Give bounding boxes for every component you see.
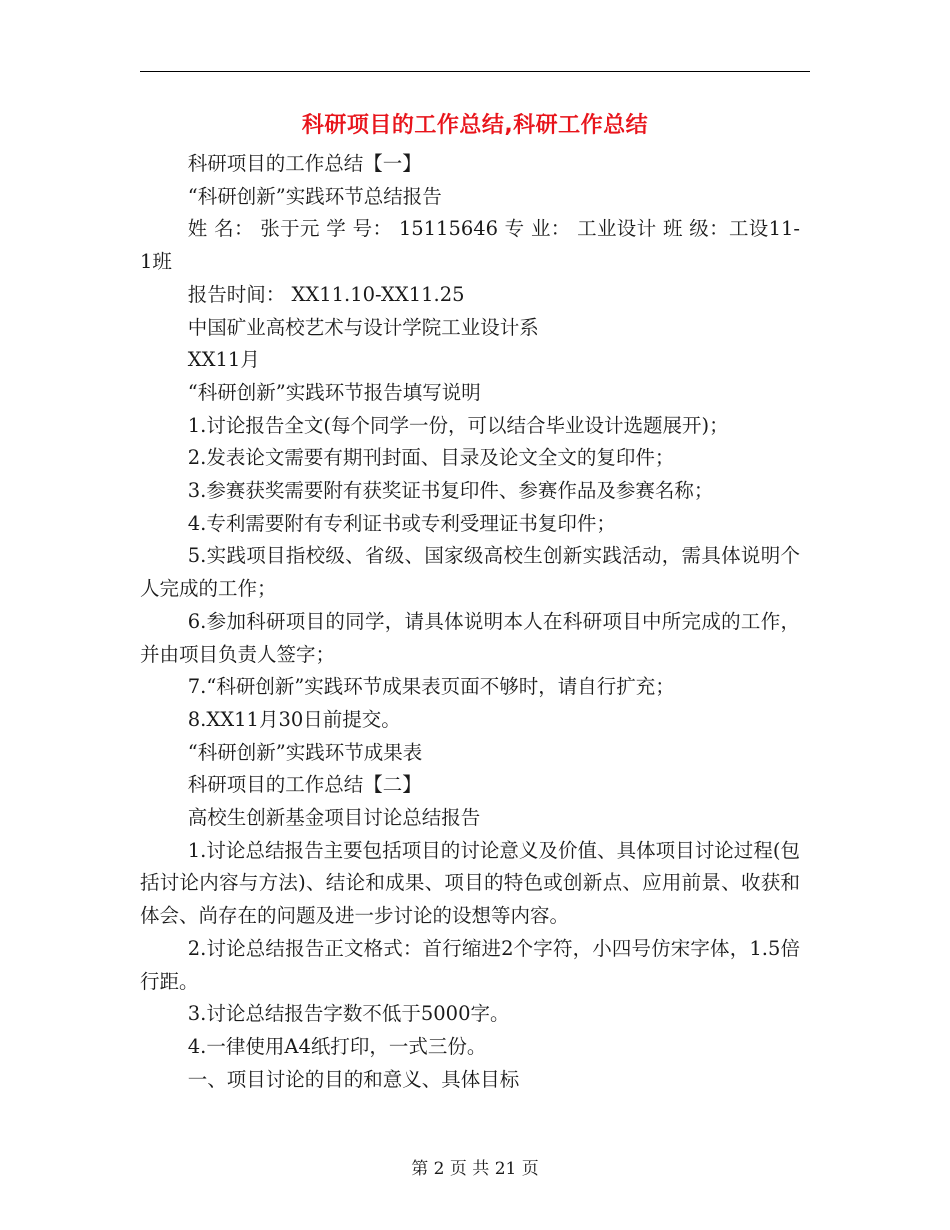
- instruction-item: 7.“科研创新”实践环节成果表页面不够时，请自行扩充；: [187, 675, 675, 699]
- report-title: “科研创新”实践环节总结报告: [187, 184, 442, 208]
- requirement-item: 1.讨论总结报告主要包括项目的讨论意义及价值、具体项目讨论过程(包括讨论内容与方法)、结论和成果、项目的特色或创新点、应用前景、收获和体会、尚存在的问题及进一步讨论的设想等内容。: [140, 838, 800, 928]
- page-number: 第 2 页 共 21 页: [411, 1159, 539, 1179]
- results-table-heading: “科研创新”实践环节成果表: [187, 740, 423, 764]
- section-heading: 科研项目的工作总结【二】: [187, 773, 422, 797]
- instructions-heading: “科研创新”实践环节报告填写说明: [187, 380, 481, 404]
- report-title: 高校生创新基金项目讨论总结报告: [187, 806, 481, 830]
- instruction-item: 4.专利需要附有专利证书或专利受理证书复印件；: [187, 511, 616, 535]
- instruction-item: 1.讨论报告全文(每个同学一份，可以结合毕业设计选题展开)；: [187, 413, 729, 437]
- instruction-item: 6.参加科研项目的同学，请具体说明本人在科研项目中所完成的工作，并由项目负责人签字；: [140, 609, 800, 666]
- report-time: 报告时间： XX11.10-XX11.25: [187, 282, 465, 306]
- section-heading: 科研项目的工作总结【一】: [187, 152, 422, 175]
- requirement-item: 2.讨论总结报告正文格式：首行缩进2个字符，小四号仿宋字体，1.5倍行距。: [140, 936, 800, 993]
- instruction-item: 5.实践项目指校级、省级、国家级高校生创新实践活动，需具体说明个人完成的工作；: [140, 544, 800, 601]
- header-rule: [140, 71, 810, 72]
- instruction-item: 3.参赛获奖需要附有获奖证书复印件、参赛作品及参赛名称；: [187, 479, 714, 503]
- instruction-item: 8.XX11月30日前提交。: [187, 707, 401, 731]
- department: 中国矿业高校艺术与设计学院工业设计系: [187, 315, 539, 339]
- instruction-item: 2.发表论文需要有期刊封面、目录及论文全文的复印件；: [187, 446, 675, 470]
- document-title: 科研项目的工作总结,科研工作总结: [301, 113, 649, 138]
- report-date: XX11月: [187, 348, 260, 372]
- document-body: [140, 148, 800, 1096]
- student-info: 姓 名： 张于元 学 号： 15115646 专 业： 工业设计 班 级：工设11-1班: [140, 217, 800, 274]
- requirement-item: 4.一律使用A4纸打印，一式三份。: [187, 1034, 487, 1058]
- subsection-heading: 一、项目讨论的目的和意义、具体目标: [187, 1067, 520, 1091]
- requirement-item: 3.讨论总结报告字数不低于5000字。: [187, 1002, 510, 1026]
